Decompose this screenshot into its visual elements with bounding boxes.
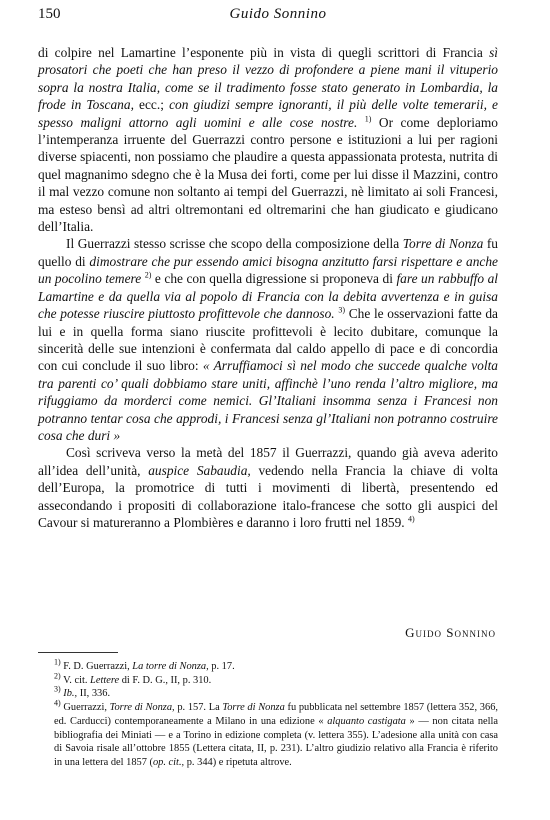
text-span: Così scriveva verso la metà del 1857 il Guerrazzi, quando già aveva aderito all’idea dell’unità, — [38, 445, 498, 478]
body-text — [38, 44, 498, 531]
footnote-mark: 3) — [54, 684, 61, 694]
text-span: e che con quella digressione si proponeva di — [151, 271, 397, 287]
footnote-ref: 4) — [408, 514, 415, 524]
text-span: vedendo nella Francia la chiave di volta dell’Europa, la promotrice di tutti i movimenti di libertà, presentendo ed assecondando i propositi di collaborazione italo-francese che sotto gli auspici del Cavour si matureranno a Plombières e daranno i loro frutti nel 1859. — [38, 462, 498, 530]
footnote-mark: 4) — [54, 698, 61, 708]
text-span: di colpire nel Lamartine l’esponente più in vista di quegli scrittori di Francia — [38, 45, 490, 60]
text-span: II, 336. — [77, 688, 111, 700]
page-number: 150 — [38, 6, 61, 22]
op-cit: op. cit., — [152, 756, 185, 768]
quoted-text: « Arruffiamoci sì nel modo che succede qualche volta tra parenti co’ quali dobbiamo stare uniti, affinchè l’uno renda l’altro migliore, ma rifuggiamo da morderci come nemici. Gl’Italiani insomma senza i Francesi non potranno tentar cosa che approdi, i Francesi senza gl’Italiani non potranno costruire cosa che duri » — [38, 358, 498, 443]
footnote-ref: 2) — [144, 270, 152, 280]
paragraph-1 — [38, 44, 498, 235]
quoted-text: fare un rabbuffo al Lamartine e da quella via al popolo di Francia con la debita avvertenza e in guisa che potesse riuscire piuttosto profittevole che dannoso. — [38, 271, 498, 322]
text-span: Che le osservazioni fatte da lui e in quella forma siano riuscite profittevoli è lecito dubitare, comunque la sincerità delle sue intenzioni è confermata dal caldo appello di pace e di concordia con cui conclude il suo libro: — [38, 306, 498, 374]
footnote-1 — [38, 657, 498, 674]
book-title: Lettere — [90, 674, 120, 686]
footnote-2 — [38, 671, 498, 688]
text-span: Or come deploriamo l’intemperanza irruente del Guerrazzi contro persone e istituzioni a lui per ragioni diverse spiacenti, non possiamo che plaudire a questa appassionata protesta, nutrita di quel magnanimo sdegno che è la Musa dei forti, come per lui disse il Mazzini, contro il mal vezzo comune non soltanto ai tempi del Guerrazzi, nè limitato ai soli Francesi, ma esteso bensì ad altri oltremontani ed oltremarini che han giudicato e giudicano dell’Italia. — [38, 114, 498, 235]
running-title: Guido Sonnino — [229, 6, 327, 22]
ibid: Ib., — [63, 688, 78, 700]
quoted-text: sì prosatori che poeti che han preso il vezzo di profondere a piene mani il vituperio sopra la nostra Italia, come se il tradimento fosse stato generato in Lombardia, la frode in Toscana, — [38, 45, 498, 113]
book-title: La torre di Nonza, — [129, 661, 209, 672]
quoted-text: con giudizi sempre ignoranti, il più delle volte temerarii, e spesso maligni attorno agli uomini e alle cose nostre. — [38, 97, 498, 130]
footnote-divider — [38, 652, 118, 653]
footnote-4 — [38, 698, 499, 770]
text-span: Guerrazzi, — [63, 702, 110, 714]
text-span: fu pubblicata nel settembre 1857 (lettera 352, 366, ed. Carducci) contemporaneamente a Milano in una edizione « — [54, 702, 498, 727]
paragraph-3 — [38, 444, 498, 531]
footnote-3 — [38, 684, 498, 701]
text-span: » — non citata nella bibliografia dei Miniati — e a Torino in edizione completa (v. lettera 355). L’adesione alla unità con casa di Savoia risale all’ottobre 1855 (Lettera citata, II, p. 231). L’altro giudizio relativo alla Francia è riferito in una lettera del 1857 ( — [54, 715, 499, 768]
quoted-text: dimostrare che pur essendo amici bisogna anzitutto farsi rispettare e anche un pocolino temere — [38, 253, 498, 287]
footnote-mark: 2) — [54, 671, 61, 681]
quoted-text: alquanto castigata — [327, 715, 406, 727]
quoted-text: auspice Sabaudia, — [148, 462, 251, 478]
text-span: di F. D. G., II, p. 310. — [119, 674, 212, 686]
page-header — [38, 2, 518, 26]
text-span: V. cit. — [63, 674, 91, 686]
text-span: fu quello di — [38, 236, 498, 269]
footnote-mark: 1) — [54, 657, 61, 667]
paragraph-2 — [38, 235, 498, 444]
text-span: p. 344) e ripetuta altrove. — [184, 756, 292, 768]
text-span: Il Guerrazzi stesso scrisse che scopo della composizione della — [66, 236, 403, 252]
book-title: Torre di Nonza, — [109, 702, 175, 714]
book-title: Torre di Nonza — [402, 236, 484, 252]
text-span: F. D. Guerrazzi, — [63, 661, 130, 672]
text-span: p. 157. La — [174, 702, 223, 714]
author-signature: Guido Sonnino — [405, 625, 496, 640]
text-span: p. 17. — [208, 661, 235, 672]
text-span: ecc.; — [133, 97, 170, 113]
footnote-ref: 3) — [338, 305, 346, 315]
footnotes — [38, 657, 499, 770]
footnote-ref: 1) — [364, 114, 372, 124]
book-title: Torre di Nonza — [222, 702, 285, 714]
